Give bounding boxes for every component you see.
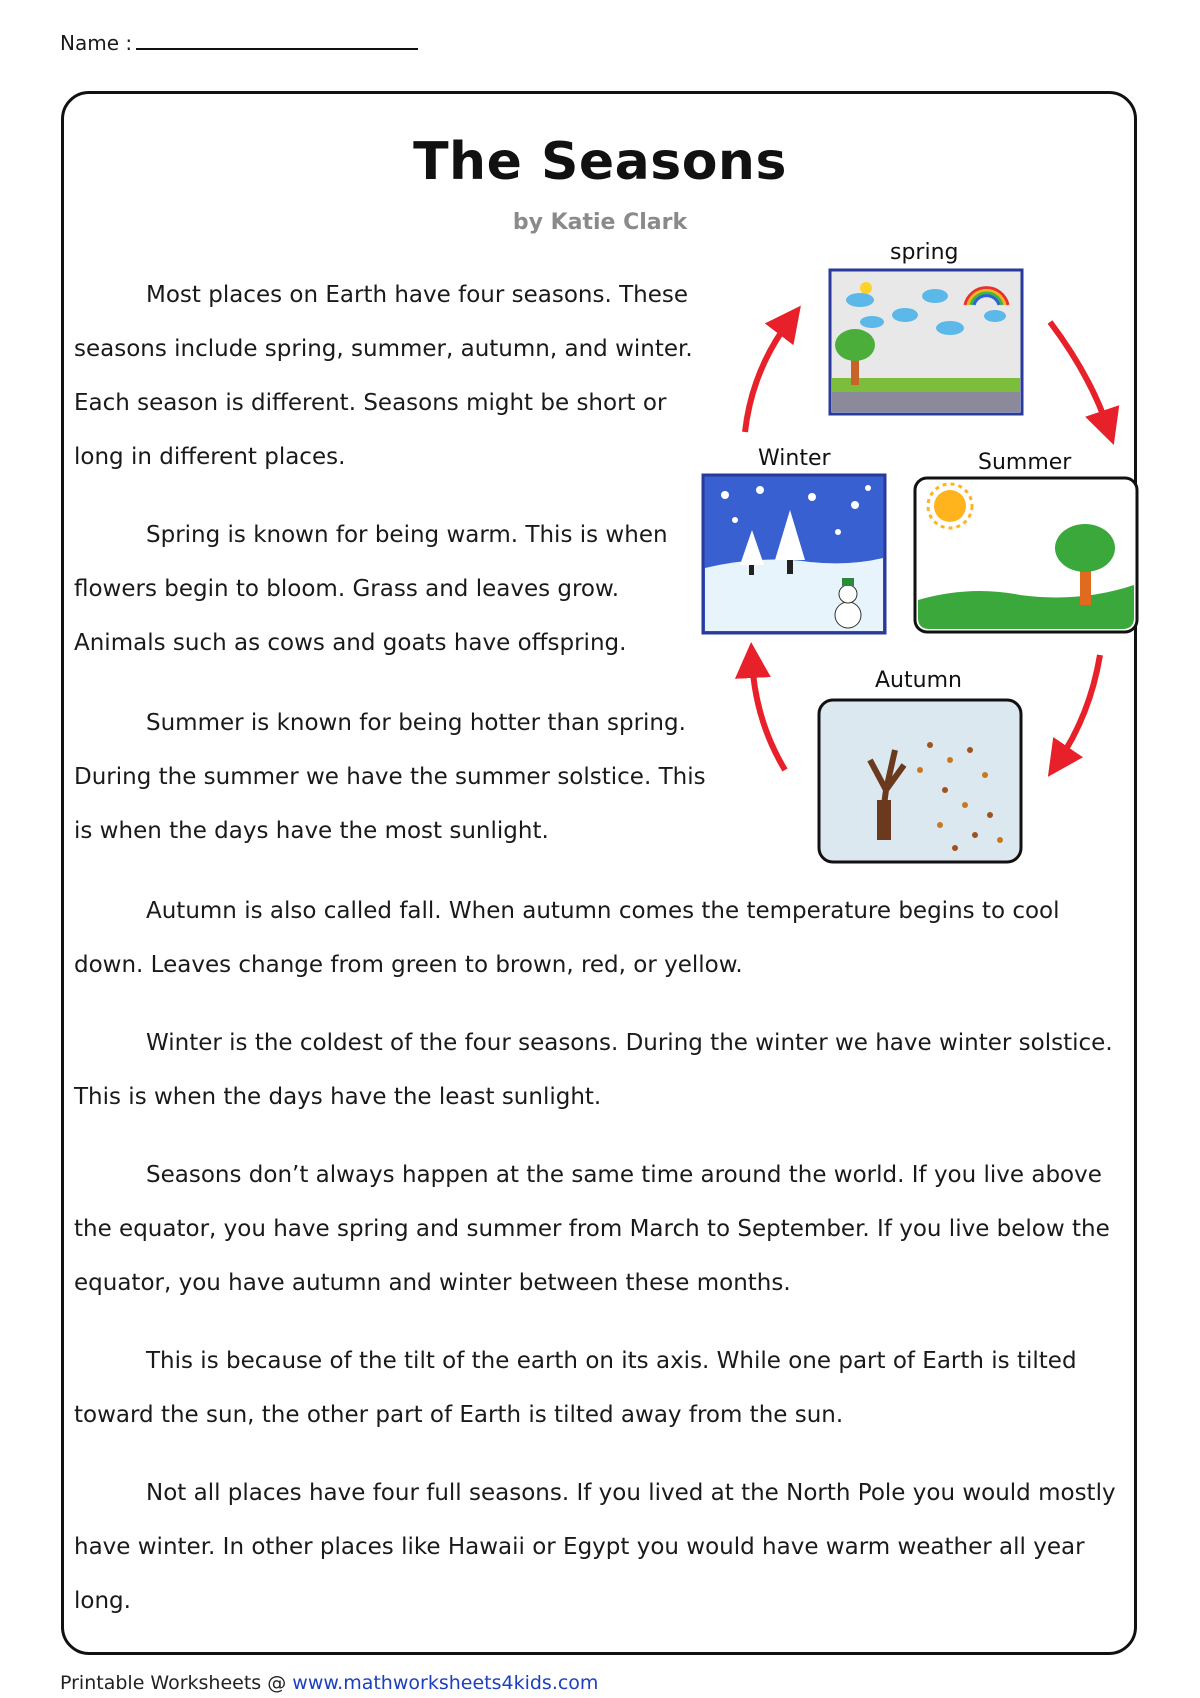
paragraph-winter: Winter is the coldest of the four seasons. During the winter we have winter solstice. This is when the days have the least sunlight. <box>74 1030 1113 1110</box>
label-summer: Summer <box>978 450 1072 475</box>
paragraph-intro: Most places on Earth have four seasons. These seasons include spring, summer, autumn, and winter. Each season is different. Seasons might be short or long in different places. <box>74 282 693 470</box>
footer-link[interactable]: www.mathworksheets4kids.com <box>292 1672 599 1694</box>
paragraph-exceptions: Not all places have four full seasons. If you lived at the North Pole you would mostly have winter. In other places like Hawaii or Egypt you would have warm weather all year long. <box>74 1480 1116 1614</box>
arrow-winter-to-spring <box>745 320 790 432</box>
paragraph-autumn: Autumn is also called fall. When autumn comes the temperature begins to cool down. Leaves change from green to brown, red, or yellow. <box>74 898 1060 978</box>
spring-picture <box>830 270 1022 414</box>
paragraph-hemispheres: Seasons don’t always happen at the same time around the world. If you live above the equator, you have spring and summer from March to September. If you live below the equator, you have autumn and winter between these months. <box>74 1162 1110 1296</box>
arrow-spring-to-summer <box>1050 322 1108 428</box>
footer-prefix: Printable Worksheets @ <box>60 1672 293 1694</box>
footer <box>60 1672 598 1694</box>
paragraph-tilt: This is because of the tilt of the earth on its axis. While one part of Earth is tilted toward the sun, the other part of Earth is tilted away from the sun. <box>74 1348 1077 1428</box>
worksheet-title: The Seasons <box>413 132 787 192</box>
label-winter: Winter <box>758 446 831 471</box>
arrow-autumn-to-winter <box>752 660 785 770</box>
worksheet-author: by Katie Clark <box>512 210 688 235</box>
paragraph-summer: Summer is known for being hotter than spring. During the summer we have the summer solstice. This is when the days have the most sunlight. <box>74 710 706 844</box>
autumn-picture <box>819 700 1021 862</box>
label-spring: spring <box>890 240 959 265</box>
arrow-summer-to-autumn <box>1058 655 1100 762</box>
paragraph-spring: Spring is known for being warm. This is when flowers begin to bloom. Grass and leaves grow. Animals such as cows and goats have offspring. <box>74 522 668 656</box>
summer-picture <box>915 478 1137 632</box>
name-label: Name : <box>60 31 133 55</box>
label-autumn: Autumn <box>875 668 962 693</box>
winter-picture <box>703 475 885 633</box>
